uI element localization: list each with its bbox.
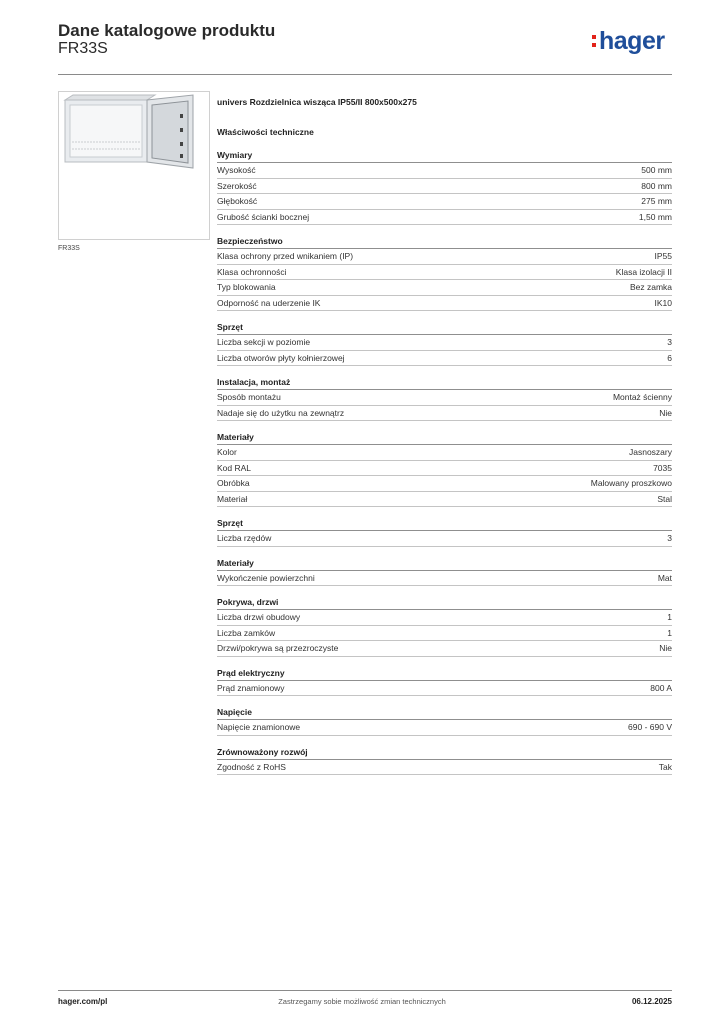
product-code: FR33S <box>58 40 108 57</box>
section-title: Instalacja, montaż <box>217 375 672 390</box>
property-label: Liczba rzędów <box>217 533 272 543</box>
property-row <box>217 351 672 367</box>
property-row <box>217 210 672 226</box>
property-row <box>217 720 672 736</box>
section-title: Pokrywa, drzwi <box>217 595 672 610</box>
enclosure-illustration-icon <box>59 92 209 239</box>
property-value: 1 <box>667 627 672 638</box>
property-value: Stal <box>657 493 672 504</box>
property-value: Mat <box>657 572 672 583</box>
property-section <box>217 556 672 587</box>
property-label: Głębokość <box>217 196 258 206</box>
property-section <box>217 595 672 657</box>
property-value: IK10 <box>654 297 672 308</box>
hager-logo[interactable] <box>592 26 665 56</box>
property-row <box>217 179 672 195</box>
property-section <box>217 320 672 366</box>
property-section <box>217 745 672 776</box>
property-label: Wykończenie powierzchni <box>217 572 315 583</box>
image-caption: FR33S <box>58 245 80 252</box>
properties-list <box>217 148 672 775</box>
section-title: Prąd elektryczny <box>217 666 672 681</box>
section-title: Sprzęt <box>217 516 672 531</box>
property-row <box>217 760 672 776</box>
footer-date: 06.12.2025 <box>631 997 672 1006</box>
property-value: Nie <box>659 407 672 418</box>
footer-divider <box>58 990 672 991</box>
property-label: Grubość ścianki bocznej <box>217 211 310 222</box>
property-label: Obróbka <box>217 478 250 488</box>
property-value: Jasnoszary <box>629 447 672 457</box>
section-title: Materiały <box>217 430 672 445</box>
property-label: Drzwi/pokrywa są przezroczyste <box>217 643 339 653</box>
logo-text: hager <box>599 27 665 55</box>
property-value: Nie <box>659 643 672 653</box>
property-label: Typ blokowania <box>217 282 276 292</box>
property-row <box>217 194 672 210</box>
property-label: Kolor <box>217 447 237 457</box>
property-label: Klasa ochronności <box>217 266 287 277</box>
property-value: 275 mm <box>641 196 672 206</box>
property-label: Wysokość <box>217 165 256 175</box>
property-value: Tak <box>658 761 672 772</box>
property-row <box>217 476 672 492</box>
page-title: Dane katalogowe produktu <box>58 21 276 40</box>
property-row <box>217 610 672 626</box>
section-title: Sprzęt <box>217 320 672 335</box>
property-row <box>217 163 672 179</box>
property-label: Napięcie znamionowe <box>217 722 301 732</box>
property-section <box>217 375 672 421</box>
property-row <box>217 390 672 406</box>
property-row <box>217 296 672 312</box>
property-label: Prąd znamionowy <box>217 682 285 693</box>
property-row <box>217 249 672 265</box>
property-row <box>217 492 672 508</box>
property-label: Materiał <box>217 493 248 504</box>
property-value: 6 <box>667 352 672 363</box>
property-label: Nadaje się do użytku na zewnątrz <box>217 407 345 418</box>
property-label: Klasa ochrony przed wnikaniem (IP) <box>217 251 354 261</box>
property-value: 3 <box>667 533 672 543</box>
property-value: Malowany proszkowo <box>590 478 672 488</box>
property-row <box>217 265 672 281</box>
property-section <box>217 516 672 547</box>
property-value: 1 <box>667 612 672 622</box>
property-value: 690 - 690 V <box>628 722 672 732</box>
property-label: Odporność na uderzenie IK <box>217 297 321 308</box>
property-value: IP55 <box>654 251 672 261</box>
property-label: Zgodność z RoHS <box>217 761 286 772</box>
property-value: 800 mm <box>641 180 672 191</box>
property-label: Liczba drzwi obudowy <box>217 612 301 622</box>
property-label: Liczba otworów płyty kołnierzowej <box>217 352 345 363</box>
property-section <box>217 705 672 736</box>
product-details <box>217 95 672 775</box>
property-row <box>217 626 672 642</box>
property-row <box>217 406 672 422</box>
footer-disclaimer: Zastrzegamy sobie możliwość zmian technicznych <box>278 997 446 1006</box>
technical-properties-title: Właściwości techniczne <box>217 127 314 137</box>
property-row <box>217 280 672 296</box>
property-value: 3 <box>667 337 672 347</box>
property-value: 1,50 mm <box>638 211 672 222</box>
property-label: Liczba zamków <box>217 627 276 638</box>
property-row <box>217 531 672 547</box>
product-description: univers Rozdzielnica wisząca IP55/II 800x500x275 <box>217 97 417 107</box>
property-row <box>217 681 672 697</box>
property-label: Szerokość <box>217 180 257 191</box>
property-row <box>217 641 672 657</box>
property-value: 7035 <box>653 462 672 473</box>
product-image <box>58 91 210 240</box>
property-label: Kod RAL <box>217 462 252 473</box>
property-section <box>217 430 672 507</box>
logo-mark-icon <box>592 26 597 56</box>
section-title: Zrównoważony rozwój <box>217 745 672 760</box>
property-value: 800 A <box>650 682 672 693</box>
property-label: Sposób montażu <box>217 392 281 402</box>
property-value: Klasa izolacji II <box>615 266 672 277</box>
property-value: Montaż ścienny <box>612 392 672 402</box>
property-value: Bez zamka <box>629 282 672 292</box>
section-title: Bezpieczeństwo <box>217 234 672 249</box>
property-row <box>217 335 672 351</box>
section-title: Wymiary <box>217 148 672 163</box>
property-section <box>217 666 672 697</box>
property-row <box>217 461 672 477</box>
property-section <box>217 234 672 311</box>
section-title: Materiały <box>217 556 672 571</box>
property-section <box>217 148 672 225</box>
property-row <box>217 445 672 461</box>
property-value: 500 mm <box>641 165 672 175</box>
header-divider <box>58 74 672 75</box>
section-title: Napięcie <box>217 705 672 720</box>
footer-website-link[interactable]: hager.com/pl <box>58 997 108 1006</box>
property-label: Liczba sekcji w poziomie <box>217 337 311 347</box>
property-row <box>217 571 672 587</box>
